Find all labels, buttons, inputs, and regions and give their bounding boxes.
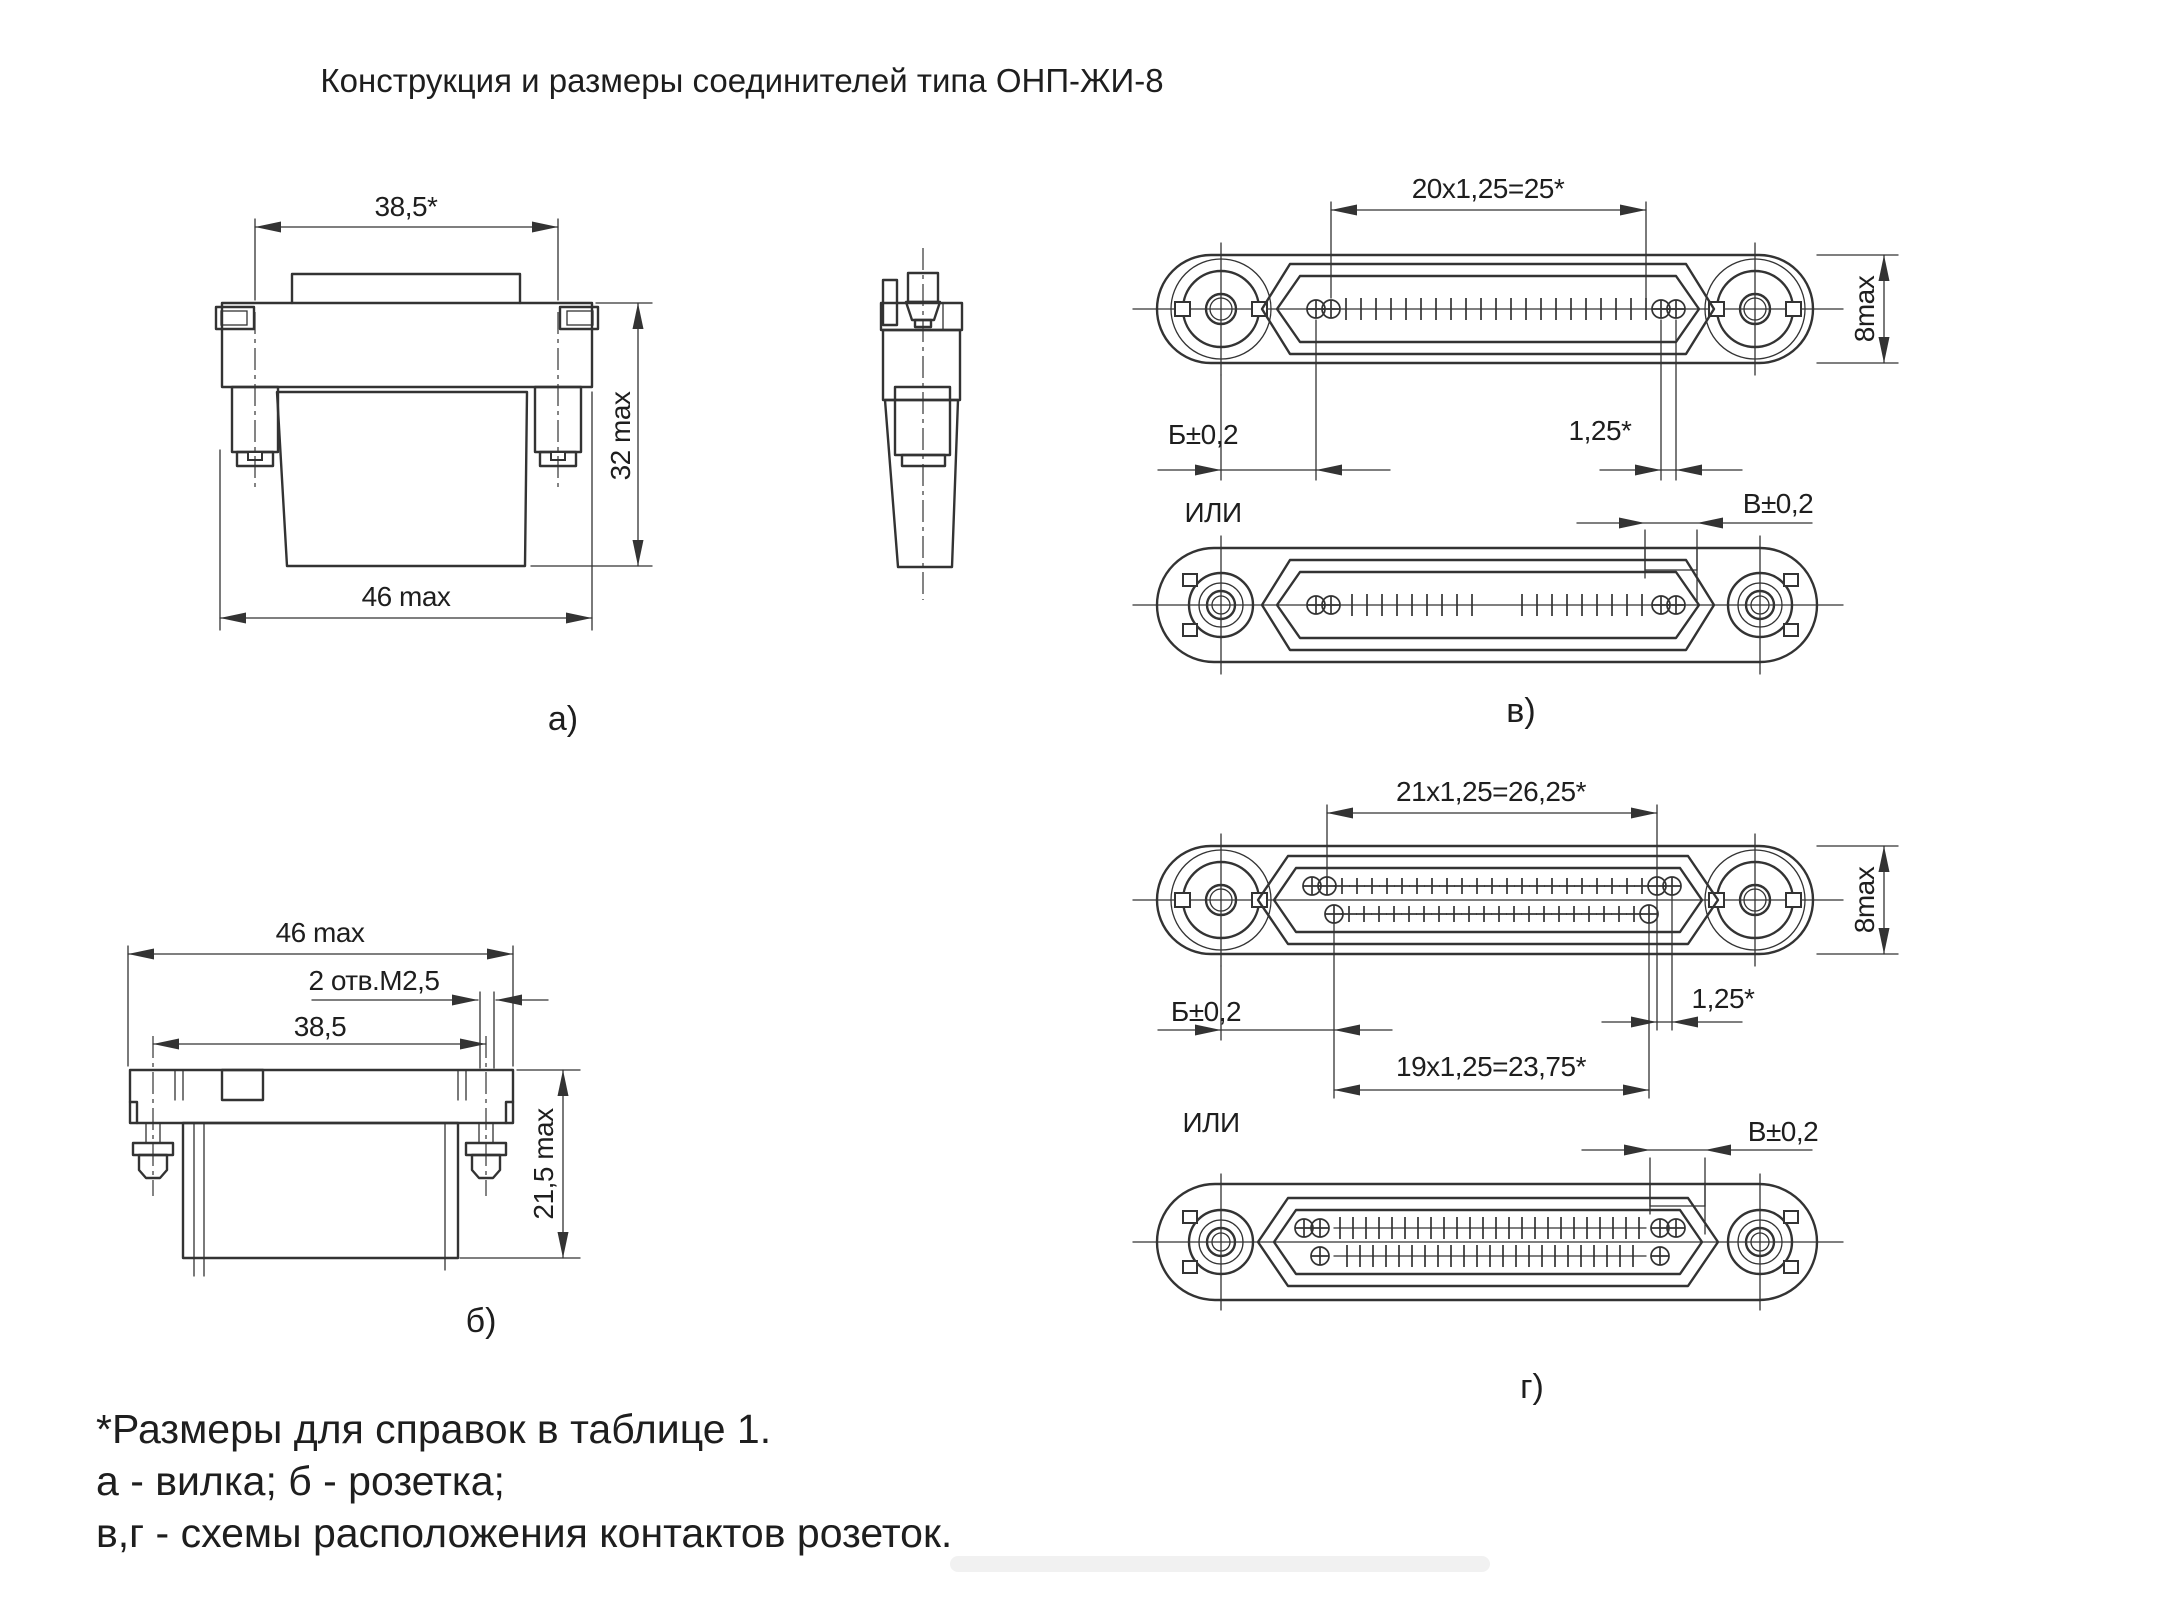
view-g-connector-2 [1133, 1107, 1843, 1406]
dim-label-v-offset-v: В±0,2 [1742, 488, 1814, 519]
dim-label-38-5: 38,5* [374, 191, 438, 222]
dim-label-46-max-b: 46 max [275, 917, 365, 948]
dim-label-pitch-total-bottom-g: 19х1,25=23,75* [1396, 1051, 1586, 1082]
contact-row-g2-bottom [1311, 1245, 1669, 1267]
view-a-plug-side [881, 248, 962, 600]
or-label-g: ИЛИ [1182, 1107, 1240, 1138]
dim-label-46-max: 46 max [361, 581, 451, 612]
note-line-3: в,г - схемы расположения контактов розеток. [96, 1510, 953, 1556]
dim-label-pitch-v: 1,25* [1568, 415, 1632, 446]
faint-watermark [950, 1556, 1490, 1572]
view-g-connector-1 [1133, 776, 1898, 1098]
note-line-1: *Размеры для справок в таблице 1. [96, 1406, 772, 1452]
dim-label-v-offset-g: В±0,2 [1747, 1116, 1819, 1147]
or-label-v: ИЛИ [1184, 497, 1242, 528]
drawing-title: Конструкция и размеры соединителей типа ОНП-ЖИ-8 [320, 62, 1164, 99]
dim-label-21-5-max: 21,5 max [528, 1108, 559, 1220]
dim-label-8max-v: 8max [1849, 275, 1880, 343]
contact-row-g2-top [1295, 1217, 1685, 1239]
dim-label-holes: 2 отв.М2,5 [308, 965, 440, 996]
contact-row-g1-top [1303, 877, 1681, 895]
view-v-connector-2 [1133, 488, 1843, 730]
view-a-plug-front [216, 191, 652, 738]
view-v-connector-1 [1133, 173, 1898, 480]
dim-label-8max-g: 8max [1849, 866, 1880, 934]
dim-label-38-5-b: 38,5 [293, 1011, 347, 1042]
view-g-label: г) [1520, 1368, 1544, 1406]
dim-label-pitch-total-v: 20х1,25=25* [1411, 173, 1565, 204]
dim-label-pitch-g: 1,25* [1691, 983, 1755, 1014]
dim-label-b-offset-g: Б±0,2 [1170, 996, 1242, 1027]
contact-row-g1-bottom [1325, 905, 1658, 923]
dim-label-pitch-total-top-g: 21х1,25=26,25* [1396, 776, 1586, 807]
dim-label-32-max: 32 max [605, 391, 636, 481]
view-a-label: а) [547, 700, 579, 738]
view-v-label: в) [1506, 692, 1536, 730]
dim-label-b-offset-v: Б±0,2 [1167, 419, 1239, 450]
view-b-socket [128, 917, 580, 1340]
note-line-2: а - вилка; б - розетка; [96, 1458, 505, 1504]
view-b-label: б) [465, 1302, 497, 1340]
